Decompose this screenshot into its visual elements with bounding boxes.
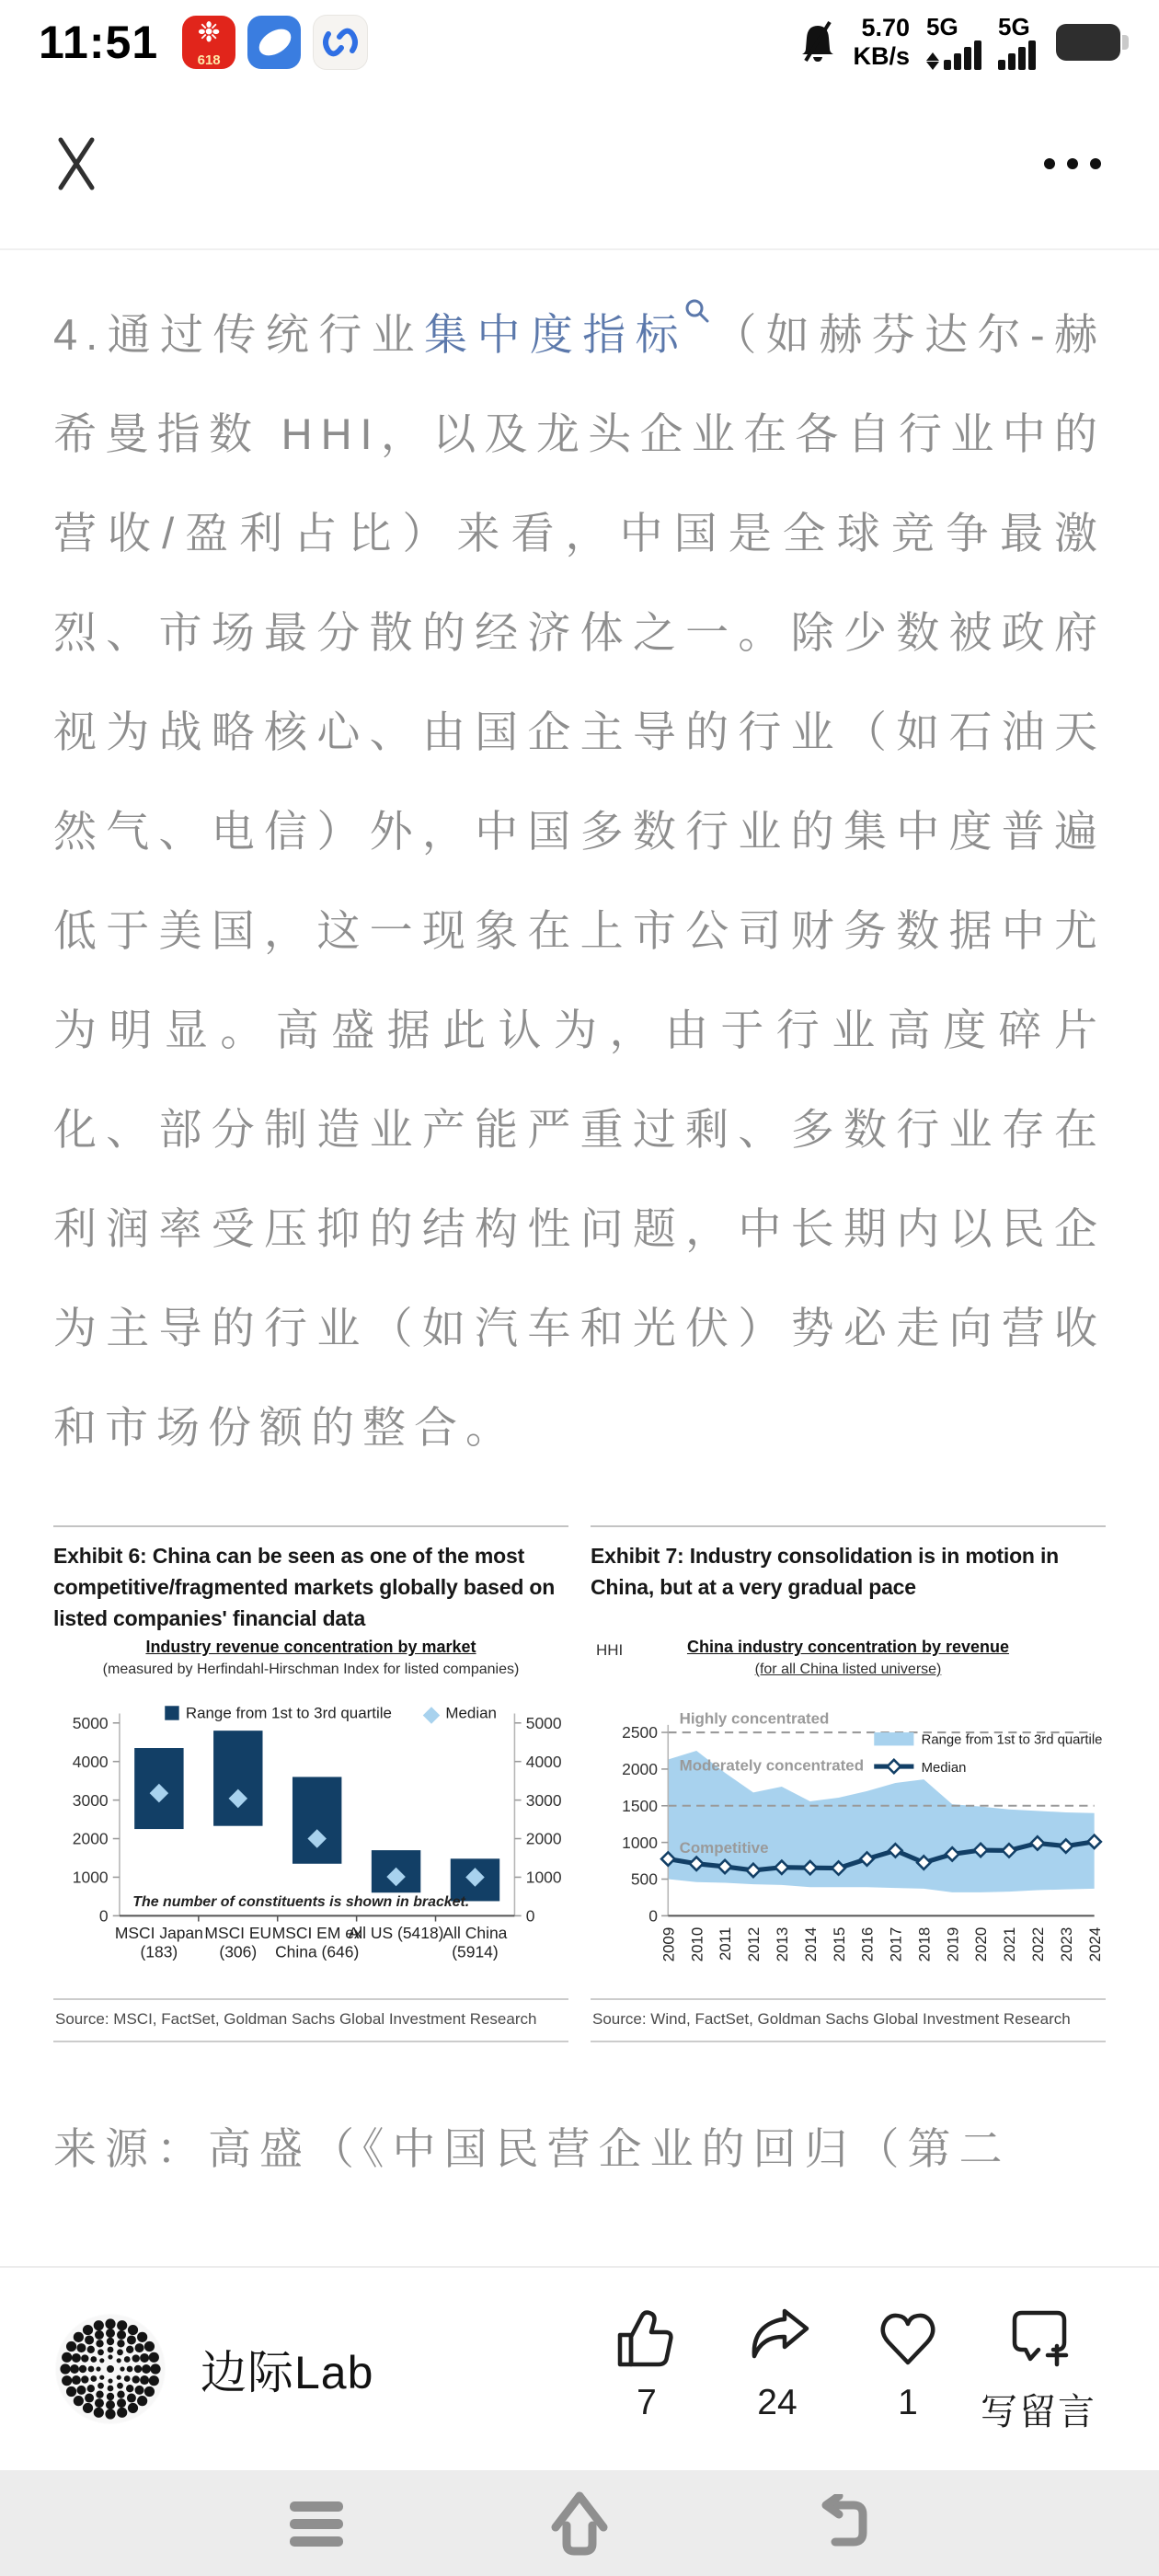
chart-6-subtitle: (measured by Herfindahl-Hirschman Index for listed companies) [102,1662,520,1677]
svg-text:Competitive: Competitive [679,1838,769,1857]
meeting-logo-icon [314,16,367,69]
svg-text:2000: 2000 [72,1829,109,1848]
comment-label: 写留言 [981,2391,1096,2432]
svg-text:Moderately concentrated: Moderately concentrated [679,1756,865,1775]
svg-text:2011: 2011 [717,1926,735,1961]
clock: 11:51 [39,17,159,68]
svg-text:2024: 2024 [1085,1926,1104,1962]
like-count: 7 [637,2382,657,2422]
avatar-logo-icon [55,2314,166,2424]
svg-text:Range from 1st to 3rd quartile: Range from 1st to 3rd quartile [921,1732,1103,1748]
svg-text:2017: 2017 [887,1926,905,1962]
comment-button[interactable] [973,2304,1104,2435]
signal-bars-icon [944,40,981,70]
account-footer-bar [0,2266,1159,2470]
network-speed: 5.70 KB/s [853,14,910,70]
battery-icon [1056,24,1120,61]
action-bar [581,2304,1104,2435]
svg-text:2015: 2015 [830,1926,848,1962]
data-arrows-icon [926,52,939,70]
close-button[interactable] [48,131,105,197]
svg-text:2016: 2016 [858,1926,877,1962]
svg-text:5000: 5000 [72,1713,109,1732]
exhibit-7-title: Exhibit 7: Industry consolidation is in motion in China, but at a very gradual pace [591,1544,1059,1599]
jd-app-icon [182,16,235,69]
citation-line: 来源：高盛（《中国民营企业的回归（第二 [53,2123,1011,2173]
svg-text:2009: 2009 [660,1926,678,1962]
svg-text:Median: Median [921,1761,967,1777]
svg-text:2022: 2022 [1029,1926,1048,1962]
exhibit-6-source: Source: MSCI, FactSet, Goldman Sachs Global Investment Research [53,1998,568,2042]
exhibit-images [53,1525,1106,2042]
svg-text:MSCI EU(306): MSCI EU (306) [204,1924,272,1961]
svg-text:2000: 2000 [525,1829,562,1848]
svg-text:0: 0 [525,1906,535,1926]
svg-text:All China(5914): All China (5914) [442,1924,508,1961]
article-body [0,248,1159,2242]
svg-text:1000: 1000 [525,1868,562,1887]
svg-text:The number of constituents is: The number of constituents is shown in bracket. [132,1894,470,1911]
svg-text:0: 0 [648,1906,658,1926]
svg-text:3000: 3000 [72,1790,109,1810]
svg-text:2012: 2012 [745,1926,763,1962]
dot-icon [1090,158,1101,169]
back-button[interactable] [813,2494,872,2553]
svg-text:All US (5418): All US (5418) [348,1924,444,1943]
svg-text:Highly concentrated: Highly concentrated [679,1709,830,1728]
article-header [0,85,1159,250]
svg-text:3000: 3000 [525,1790,562,1810]
svg-text:1000: 1000 [72,1868,109,1887]
status-indicators [799,14,1120,71]
chart-7-title: China industry concentration by revenue [686,1638,1010,1656]
chart-6-title: Industry revenue concentration by market [145,1638,476,1656]
signal-sim2: 5G [998,16,1036,70]
bell-muted-icon [799,20,836,64]
svg-text:1500: 1500 [622,1796,658,1815]
svg-text:MSCI EM exChina (646): MSCI EM ex China (646) [271,1924,362,1961]
svg-text:2023: 2023 [1057,1926,1075,1962]
heart-icon [873,2304,943,2374]
jd-618-badge: 618 [197,52,221,68]
y-axis-label: HHI [596,1641,624,1659]
svg-text:0: 0 [98,1906,109,1926]
status-bar [0,0,1159,85]
jd-logo-glyph: ❉ [197,17,221,48]
svg-text:MSCI Japan(183): MSCI Japan (183) [114,1924,203,1961]
keyword-link[interactable]: 集中度指标 [424,310,689,359]
svg-text:2000: 2000 [622,1760,658,1779]
avatar[interactable] [55,2314,166,2424]
like-button[interactable] [581,2304,712,2435]
paragraph [53,285,1106,1478]
heart-count: 1 [898,2382,918,2422]
svg-text:2018: 2018 [915,1926,934,1962]
paragraph-body: （如赫芬达尔-赫希曼指数 HHI，以及龙头企业在各自行业中的营收/盈利占比）来看，中国是全球竞争最激烈、市场最分散的经济体之一。除少数被政府视为战略核心、由国企主导的行业（如石油天然气、电信）外，中国多数行业的集中度普遍低于美国，这一现象在上市公司财务数据中尤为明显。高盛据此认为，由于行业高度碎片化、部分制造业产能严重过剩、多数行业存在利润率受压抑的结构性问题，中长期内以民企为主导的行业（如汽车和光伏）势必走向营收和市场份额的整合。 [53,310,1107,1452]
svg-text:Range from 1st to 3rd quartile: Range from 1st to 3rd quartile [185,1704,392,1722]
thumbs-up-icon [612,2304,682,2374]
chart-7-subtitle: (for all China listed universe) [754,1662,942,1677]
svg-text:Median: Median [445,1704,497,1722]
svg-text:2013: 2013 [774,1926,792,1962]
exhibit-6-chart [53,1696,568,1995]
comment-plus-icon [1004,2304,1073,2374]
share-count: 24 [757,2382,798,2422]
more-menu-button[interactable] [1034,147,1111,180]
paragraph-prefix: 4.通过传统行业 [53,310,425,359]
signal-bars-icon [998,40,1036,70]
exhibit-7-chart [591,1696,1106,1995]
svg-text:4000: 4000 [525,1752,562,1771]
exhibit-6-title: Exhibit 6: China can be seen as one of the most competitive/fragmented markets globally based on listed companies' financial data [53,1544,556,1630]
dot-icon [1067,158,1078,169]
search-icon[interactable] [684,298,710,324]
share-button[interactable] [712,2304,843,2435]
svg-text:4000: 4000 [72,1752,109,1771]
svg-text:2020: 2020 [972,1926,991,1962]
svg-text:2010: 2010 [688,1926,706,1962]
svg-text:5000: 5000 [525,1713,562,1732]
exhibit-7-source: Source: Wind, FactSet, Goldman Sachs Global Investment Research [591,1998,1106,2042]
dot-icon [1044,158,1055,169]
account-name[interactable]: 边际Lab [201,2347,374,2398]
svg-text:2019: 2019 [944,1926,962,1962]
browser-app-icon [247,16,301,69]
heart-button[interactable] [843,2304,973,2435]
svg-text:2500: 2500 [622,1723,658,1742]
svg-text:1000: 1000 [622,1833,658,1852]
close-icon [48,131,105,197]
exhibit-7 [591,1525,1106,2042]
menu-button[interactable] [287,2494,346,2553]
system-nav-bar [0,2470,1159,2576]
share-arrow-icon [742,2304,812,2374]
signal-sim1: 5G [926,16,981,70]
meeting-app-icon [313,15,368,70]
home-button[interactable] [545,2490,614,2557]
exhibit-6 [53,1525,568,2042]
svg-text:500: 500 [630,1869,658,1889]
svg-text:2021: 2021 [1001,1926,1019,1962]
svg-text:2014: 2014 [801,1926,820,1962]
